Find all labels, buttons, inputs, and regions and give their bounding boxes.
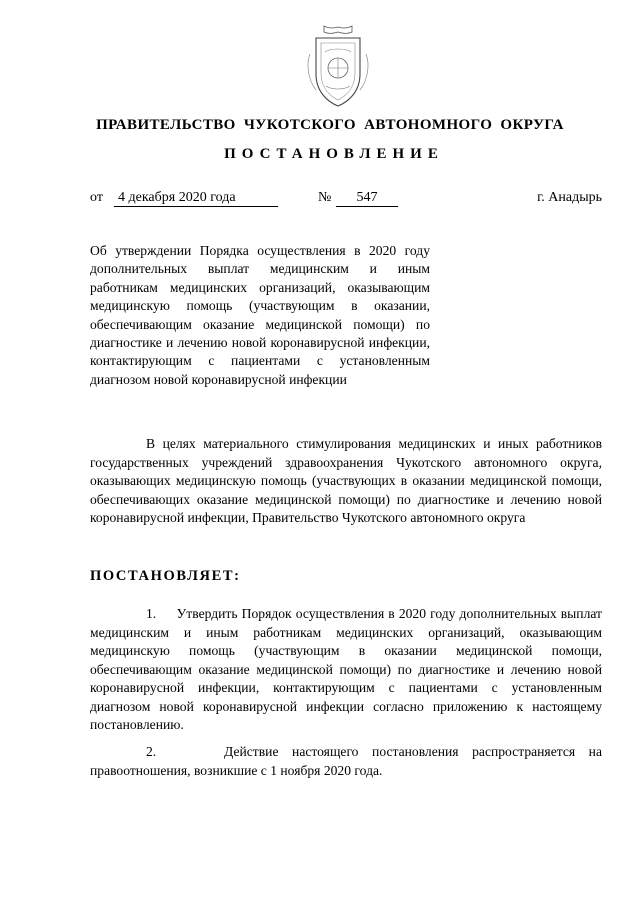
date-field bbox=[114, 190, 278, 207]
number-prefix: № bbox=[318, 190, 332, 205]
document-meta-row bbox=[90, 190, 602, 210]
number-field bbox=[336, 190, 398, 207]
number-value: 547 bbox=[336, 190, 398, 207]
coat-of-arms-icon bbox=[302, 24, 374, 110]
decree-item-2: 2. Действие настоящего постановления распространяется на правоотношения, возникшие с 1 ноября 2020 года. bbox=[90, 744, 602, 778]
city: г. Анадырь bbox=[537, 190, 602, 205]
decree-item-1: 1. Утвердить Порядок осуществления в 2020 году дополнительных выплат медицинским и иным работникам медицинских организаций, оказывающим медицинскую помощь (участвующим в оказании медицинской помощи, обеспечивающим оказание медицинской помощи) по диагностике и лечению новой коронавирусной инфекции, контактирующим с пациентами с установленным диагнозом новой коронавирусной инфекции согласно приложению к настоящему постановлению. bbox=[90, 606, 602, 732]
decree-heading: ПОСТАНОВЛЯЕТ: bbox=[90, 568, 241, 584]
government-title: ПРАВИТЕЛЬСТВО ЧУКОТСКОГО АВТОНОМНОГО ОКРУГА bbox=[96, 117, 564, 133]
preamble-paragraph: В целях материального стимулирования медицинских и иных работников государственных учреждений здравоохранения Чукотского автономного округа, оказывающих медицинскую помощь (участвующих в оказании медицинской помощи, обеспечивающих оказание медицинской помощи) по диагностике и лечению новой коронавирусной инфекции, Правительство Чукотского автономного округа bbox=[90, 436, 602, 525]
document-subject: Об утверждении Порядка осуществления в 2020 году дополнительных выплат медицинским и иным работникам медицинских организаций, оказывающим медицинскую помощь (участвующим в оказании, обеспечивающим оказание медицинской помощи) по диагностике и лечению новой коронавирусной инфекции, контактирующим с пациентами с установленным диагнозом новой коронавирусной инфекции bbox=[90, 243, 430, 387]
document-type-heading: ПОСТАНОВЛЕНИЕ bbox=[224, 146, 444, 162]
date-prefix: от bbox=[90, 190, 103, 205]
date-value: 4 декабря 2020 года bbox=[114, 190, 278, 207]
